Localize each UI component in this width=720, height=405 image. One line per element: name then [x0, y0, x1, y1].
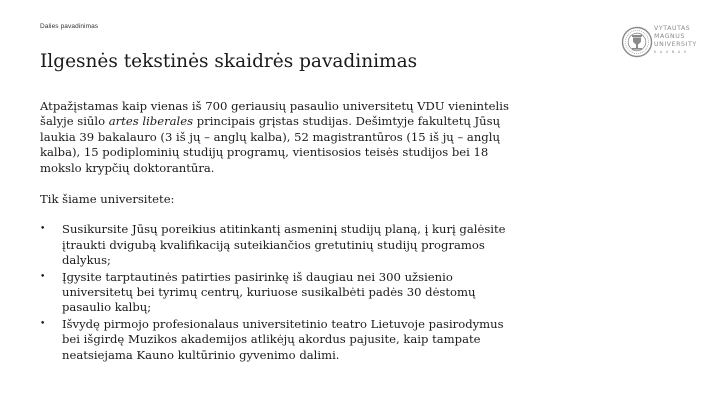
slide-body — [40, 99, 510, 364]
logo-line-vytautas: VYTAUTAS — [654, 25, 691, 32]
list-item — [40, 317, 510, 363]
logo-line-university: UNIVERSITY — [654, 41, 697, 48]
bullet-icon: • — [40, 318, 46, 329]
list-item — [40, 270, 510, 316]
slide-title: Ilgesnės tekstinės skaidrės pavadinimas — [40, 51, 418, 72]
intro-paragraph — [40, 99, 510, 176]
list-item — [40, 222, 510, 268]
university-wordmark — [654, 25, 697, 55]
intro-text-italic: artes liberales — [108, 114, 194, 129]
bullet-icon: • — [40, 224, 46, 235]
intro-text-part2: principais grįstas studijas. Dešimtyje fakultetų Jūsų laukia 39 bakalauro (3 iš jų – anglų kalba), 52 magistrantūros (15 iš jų – anglų kalba), 15 podiplominių studijų programų, vientisosios teisės studijos bei 18 mokslo krypčių doktorantūra. — [40, 114, 501, 175]
bullet-text: Susikursite Jūsų poreikius atitinkantį asmeninį studijų planą, į kurį galėsite įtraukti dvigubą kvalifikaciją suteikiančios gretutinių studijų programos dalykus; — [62, 222, 506, 268]
bullet-icon: • — [40, 271, 46, 282]
section-label: Dalies pavadinimas — [40, 23, 99, 30]
bullet-text: Įgysite tarptautinės patirties pasirinkę iš daugiau nei 300 užsienio universitetų bei tyrimų centrų, kuriuose susikalbėti padės 30 dėstomų pasaulio kalbų; — [62, 269, 476, 315]
lead-text: Tik šiame universitete: — [40, 192, 175, 207]
bullet-text: Išvydę pirmojo profesionalaus universitetinio teatro Lietuvoje pasirodymus bei išgirdę Muzikos akademijos atlikėjų akordus pajusite, kaip tampate neatsiejama Kauno kultūrinio gyvenimo dalimi. — [62, 316, 504, 362]
logo-line-magnus: MAGNUS — [654, 33, 685, 40]
logo-line-kaunas: K A U N A S — [654, 50, 688, 54]
bullet-list — [40, 222, 510, 363]
intro-text-part1: Atpažįstamas kaip vienas iš 700 geriausių pasaulio universitetų VDU vienintelis šalyje siūlo — [40, 99, 509, 129]
